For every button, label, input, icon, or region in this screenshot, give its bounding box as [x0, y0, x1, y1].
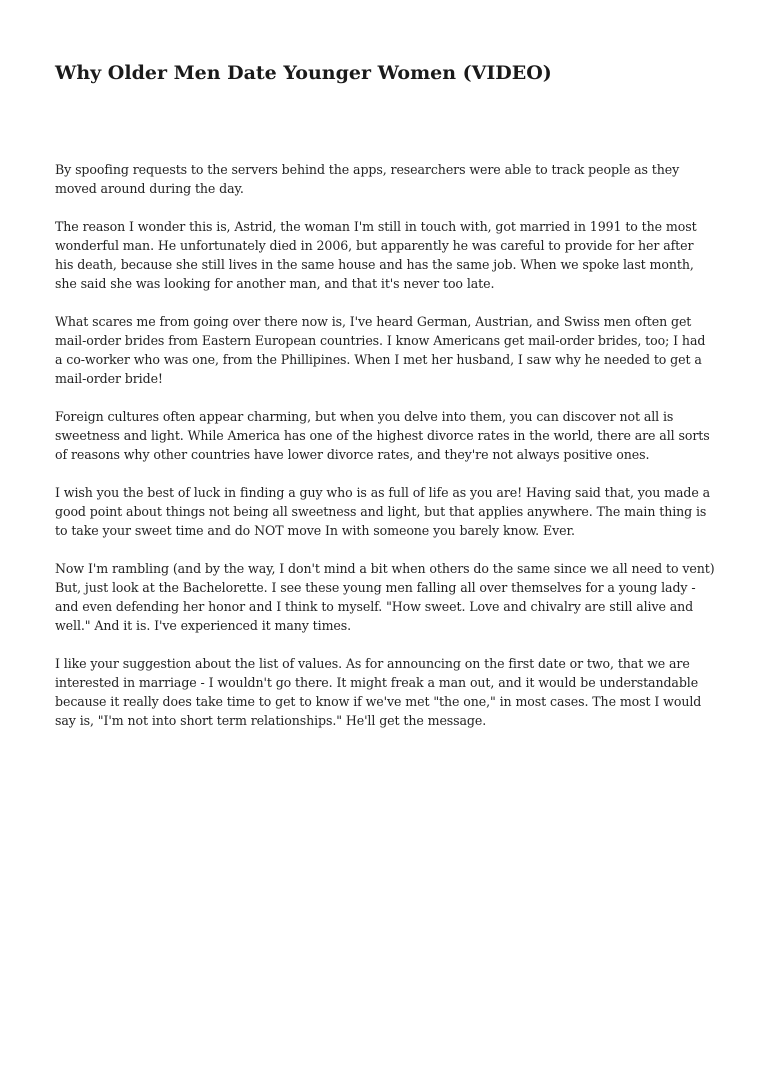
document-title: Why Older Men Date Younger Women (VIDEO) [55, 62, 552, 84]
paragraph-4: Foreign cultures often appear charming, but when you delve into them, you can discover not all is sweetness and light. While America has one of the highest divorce rates in the world, there are all sorts of reasons why other countries have lower divorce rates, and they're not always positive ones. [55, 409, 710, 462]
paragraph-2: The reason I wonder this is, Astrid, the woman I'm still in touch with, got married in 1991 to the most wonderful man. He unfortunately died in 2006, but apparently he was careful to provide for her after his death, because she still lives in the same house and has the same job. When we spoke last month, she said she was looking for another man, and that it's never too late. [55, 219, 697, 291]
paragraph-3: What scares me from going over there now is, I've heard German, Austrian, and Swiss men often get mail-order brides from Eastern European countries. I know Americans get mail-order brides, too; I had a co-worker who was one, from the Phillipines. When I met her husband, I saw why he needed to get a mail-order bride! [55, 314, 706, 386]
paragraph-1: By spoofing requests to the servers behind the apps, researchers were able to track people as they moved around during the day. [55, 162, 680, 196]
document-body [55, 160, 715, 749]
paragraph-6: Now I'm rambling (and by the way, I don't mind a bit when others do the same since we all need to vent) But, just look at the Bachelorette. I see these young men falling all over themselves for a young lady - and even defending her honor and I think to myself. "How sweet. Love and chivalry are still alive and well." And it is. I've experienced it many times. [55, 561, 715, 633]
paragraph-5: I wish you the best of luck in finding a guy who is as full of life as you are! Having said that, you made a good point about things not being all sweetness and light, but that applies anywhere. The main thing is to take your sweet time and do NOT move In with someone you barely know. Ever. [55, 485, 711, 538]
paragraph-7: I like your suggestion about the list of values. As for announcing on the first date or two, that we are interested in marriage - I wouldn't go there. It might freak a man out, and it would be understandable because it really does take time to get to know if we've met "the one," in most cases. The most I would say is, "I'm not into short term relationships." He'll get the message. [55, 656, 702, 728]
